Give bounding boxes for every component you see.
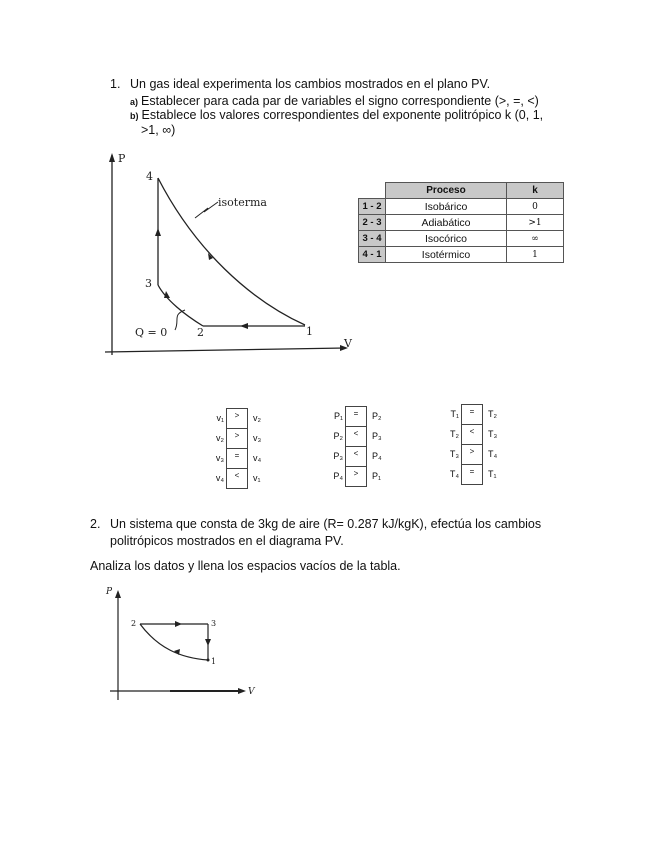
sign-box: = (345, 406, 367, 427)
k-value: 0 (507, 199, 564, 215)
question-text-line-2: politrópicos mostrados en el diagrama PV. (110, 534, 344, 548)
table-row (359, 215, 564, 231)
sign-box: > (226, 428, 248, 449)
arrow-icon (109, 153, 115, 162)
right-variable: v₁ (253, 473, 261, 483)
table-header: k (507, 183, 564, 199)
v-axis-line (105, 348, 345, 352)
table-header: Proceso (386, 183, 507, 199)
pv-diagram-1 (100, 150, 360, 365)
left-variable: P₄ (333, 471, 343, 481)
left-variable: v₄ (215, 473, 224, 483)
subquestion-letter: a) (130, 97, 139, 107)
right-variable: v₃ (253, 433, 262, 443)
left-variable: P₁ (333, 411, 343, 421)
table-row (359, 247, 564, 263)
k-value: 1 (507, 247, 564, 263)
v-axis-label: V (344, 337, 352, 350)
process-id: 4 - 1 (359, 247, 386, 263)
arrow-icon (240, 323, 248, 329)
process-id: 1 - 2 (359, 199, 386, 215)
left-variable: v₃ (215, 453, 224, 463)
arrow-icon (175, 621, 182, 627)
right-variable: T₂ (488, 409, 497, 419)
process-1-2-curve (140, 624, 208, 660)
right-variable: T₄ (488, 449, 498, 459)
point-label: 2 (197, 326, 204, 339)
sign-box: = (461, 404, 483, 425)
question-2 (90, 516, 542, 548)
point-label: 4 (146, 170, 153, 183)
left-variable: T₃ (449, 449, 459, 459)
question-number: 2. (90, 517, 101, 531)
arrow-icon (115, 590, 121, 598)
right-variable: T₁ (488, 469, 497, 479)
subquestion-letter: b) (130, 111, 139, 121)
sign-box: = (461, 464, 483, 485)
process-id: 2 - 3 (359, 215, 386, 231)
subquestion-text: Establece los valores correspondientes del exponente politrópico k (0, 1, (141, 108, 544, 122)
sign-box: > (345, 466, 367, 487)
subquestion-b-continued: >1, ∞) (141, 123, 176, 137)
arrow-icon (238, 688, 246, 694)
right-variable: v₂ (253, 413, 261, 423)
process-name: Isocórico (386, 231, 507, 247)
point-label: 2 (131, 619, 137, 628)
left-variable: T₂ (450, 429, 459, 439)
left-variable: T₁ (450, 409, 459, 419)
point-marker (207, 659, 210, 662)
right-variable: P₂ (372, 411, 382, 421)
left-variable: T₄ (449, 469, 459, 479)
subquestion-a (130, 94, 539, 108)
left-variable: v₂ (216, 433, 224, 443)
right-variable: T₃ (488, 429, 498, 439)
point-label: 3 (211, 619, 217, 628)
k-value: >1 (507, 215, 564, 231)
isotherm-leader (195, 202, 218, 218)
point-label: 3 (145, 277, 152, 290)
question-text: Un gas ideal experimenta los cambios mostrados en el plano PV. (130, 77, 491, 91)
sign-box: > (226, 408, 248, 429)
point-label: 1 (306, 325, 313, 338)
sign-box: < (461, 424, 483, 445)
v-axis-label: V (248, 687, 255, 697)
sign-box: < (345, 426, 367, 447)
question-number: 1. (110, 77, 121, 91)
left-variable: P₂ (333, 431, 343, 441)
process-name: Adiabático (386, 215, 507, 231)
arrow-icon (155, 228, 161, 236)
p-axis-label: P (106, 587, 113, 597)
instruction-text: Analiza los datos y llena los espacios vacíos de la tabla. (90, 559, 401, 573)
arrow-icon (205, 639, 211, 646)
isotherm-label: isoterma (218, 196, 267, 209)
sign-box: = (226, 448, 248, 469)
right-variable: P₃ (372, 431, 382, 441)
right-variable: P₁ (372, 471, 382, 481)
left-variable: P₃ (333, 451, 343, 461)
process-id: 3 - 4 (359, 231, 386, 247)
right-variable: v₄ (253, 453, 262, 463)
table-row (359, 231, 564, 247)
adiabatic-curve (158, 285, 203, 326)
point-label: 1 (211, 657, 217, 666)
sign-box: < (226, 468, 248, 489)
subquestion-b (130, 108, 543, 122)
k-value: ∞ (507, 231, 564, 247)
subquestion-text: Establecer para cada par de variables el signo correspondiente (>, =, <) (141, 94, 539, 108)
right-variable: P₄ (372, 451, 382, 461)
pv-diagram-2 (100, 582, 260, 707)
table-row (359, 199, 564, 215)
question-text-line-1: Un sistema que consta de 3kg de aire (R= 0.287 kJ/kgK), efectúa los cambios (110, 517, 542, 531)
process-table (358, 182, 564, 263)
p-axis-label: P (118, 152, 126, 165)
left-variable: v₁ (216, 413, 224, 423)
process-name: Isotérmico (386, 247, 507, 263)
sign-box: > (461, 444, 483, 465)
process-name: Isobárico (386, 199, 507, 215)
q-label: Q = 0 (135, 326, 168, 339)
sign-box: < (345, 446, 367, 467)
